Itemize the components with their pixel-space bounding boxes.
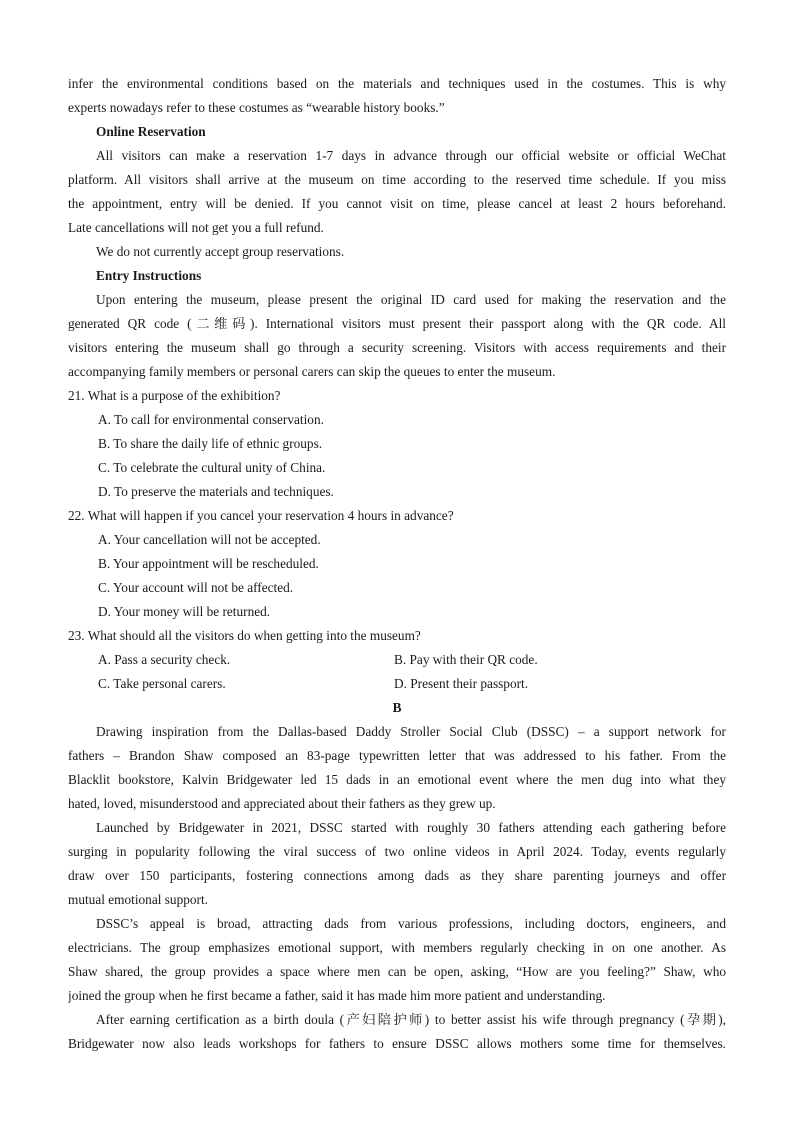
entry-line-3: visitors entering the museum shall go through a security screening. Visitors with access requirements and their — [68, 340, 726, 355]
question-22-option-b: B. Your appointment will be rescheduled. — [98, 556, 319, 571]
entry-instructions-heading: Entry Instructions — [96, 268, 202, 283]
reservation-note: We do not currently accept group reservations. — [96, 244, 345, 259]
question-23-option-a: A. Pass a security check. — [98, 652, 231, 667]
b-para-1-line-2: fathers – Brandon Shaw composed an 83-page typewritten letter that was addressed to his father. From the — [68, 748, 726, 763]
question-21-option-b: B. To share the daily life of ethnic groups. — [98, 436, 323, 451]
b-para-4-line-2: Bridgewater now also leads workshops for fathers to ensure DSSC allows mothers some time for themselves. — [68, 1036, 726, 1051]
document-page — [68, 72, 726, 1056]
b-para-2-line-1: Launched by Bridgewater in 2021, DSSC started with roughly 30 fathers attending each gathering before — [96, 820, 726, 835]
question-23-options-row-1 — [68, 648, 726, 672]
question-22-option-a: A. Your cancellation will not be accepted. — [98, 532, 321, 547]
b-para-2-line-4: mutual emotional support. — [68, 892, 208, 907]
entry-line-1: Upon entering the museum, please present the original ID card used for making the reservation and the — [96, 292, 726, 307]
b-para-1-line-1: Drawing inspiration from the Dallas-based Daddy Stroller Social Club (DSSC) – a support network for — [96, 724, 726, 739]
question-23-options-row-2 — [68, 672, 726, 696]
intro-line-1: infer the environmental conditions based on the materials and techniques used in the costumes. This is why — [68, 76, 726, 91]
intro-line-2: experts nowadays refer to these costumes as “wearable history books.” — [68, 100, 445, 115]
b-para-4-line-1: After earning certification as a birth doula (产妇陪护师) to better assist his wife through pregnancy (孕期), — [96, 1012, 726, 1027]
question-23-option-d: D. Present their passport. — [394, 676, 529, 691]
entry-line-2: generated QR code (二维码). International visitors must present their passport along with the QR code. All — [68, 316, 726, 331]
b-para-1-line-4: hated, loved, misunderstood and appreciated about their fathers as they grew up. — [68, 796, 496, 811]
b-para-3-line-4: joined the group when he first became a father, said it has made him more patient and understanding. — [68, 988, 606, 1003]
question-21-option-a: A. To call for environmental conservation. — [98, 412, 324, 427]
question-21-option-c: C. To celebrate the cultural unity of China. — [98, 460, 326, 475]
section-b-label: B — [392, 700, 402, 715]
question-23-stem: 23. What should all the visitors do when getting into the museum? — [68, 628, 421, 643]
b-para-3-line-3: Shaw shared, the group provides a space where men can be open, asking, “How are you feeling?” Shaw, who — [68, 964, 726, 979]
b-para-3-line-2: electricians. The group emphasizes emotional support, with members regularly checking in on one another. As — [68, 940, 726, 955]
reservation-line-1: All visitors can make a reservation 1-7 days in advance through our official website or official WeChat — [96, 148, 726, 163]
b-para-2-line-3: draw over 150 participants, fostering connections among dads as they share parenting journeys and offer — [68, 868, 726, 883]
b-para-2-line-2: surging in popularity following the viral success of two online videos in April 2024. Today, events regularly — [68, 844, 726, 859]
question-22-option-d: D. Your money will be returned. — [98, 604, 271, 619]
b-para-3-line-1: DSSC’s appeal is broad, attracting dads from various professions, including doctors, engineers, and — [96, 916, 726, 931]
question-23-option-b: B. Pay with their QR code. — [394, 652, 538, 667]
reservation-line-4: Late cancellations will not get you a full refund. — [68, 220, 324, 235]
online-reservation-heading: Online Reservation — [96, 124, 206, 139]
question-23-option-c: C. Take personal carers. — [98, 676, 226, 691]
entry-line-4: accompanying family members or personal carers can skip the queues to enter the museum. — [68, 364, 556, 379]
question-21-stem: 21. What is a purpose of the exhibition? — [68, 388, 281, 403]
question-22-option-c: C. Your account will not be affected. — [98, 580, 294, 595]
question-21-option-d: D. To preserve the materials and techniques. — [98, 484, 334, 499]
reservation-line-3: the appointment, entry will be denied. If you cannot visit on time, please cancel at least 2 hours beforehand. — [68, 196, 726, 211]
b-para-1-line-3: Blacklit bookstore, Kalvin Bridgewater led 15 dads in an emotional event where the men dug into what they — [68, 772, 726, 787]
reservation-line-2: platform. All visitors shall arrive at the museum on time according to the reserved time schedule. If you miss — [68, 172, 726, 187]
question-22-stem: 22. What will happen if you cancel your reservation 4 hours in advance? — [68, 508, 454, 523]
